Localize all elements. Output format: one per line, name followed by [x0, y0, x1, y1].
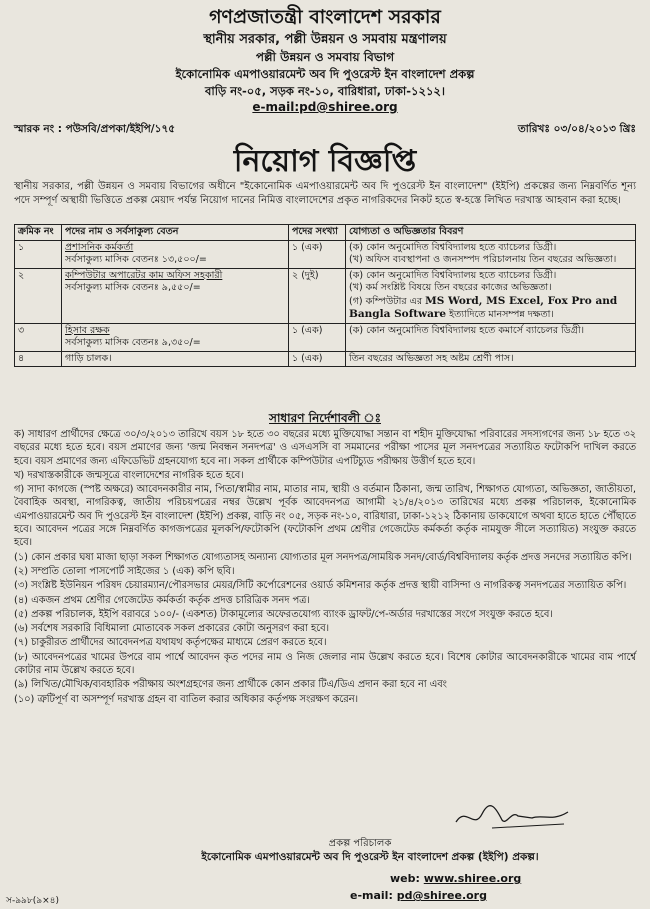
post-salary: সর্বসাকুল্য মাসিক বেতনঃ ১৩,৫০০/= — [65, 254, 207, 265]
page-title: নিয়োগ বিজ্ঞপ্তি — [233, 144, 417, 179]
post-salary: সর্বসাকুল্য মাসিক বেতনঃ ৯,৩৫০/= — [65, 337, 201, 348]
row-count: ১ (এক) — [289, 351, 346, 367]
row-post — [62, 268, 289, 323]
division-name: পল্লী উন্নয়ন ও সমবায় বিভাগ — [255, 50, 395, 64]
qualification-line: (খ) কর্ম সংশ্লিষ্ট বিষয়ে তিন বছরের কাজের অভিজ্ঞতা। — [349, 282, 552, 293]
print-code: স-৯৯৮(৯×৪) — [6, 896, 59, 906]
instruction-item: (৪) একজন প্রথম শ্রেণীর গেজেটেড কর্মকর্তা কর্তৃক প্রদত্ত চারিত্রিক সনদ পত্র। — [14, 594, 310, 606]
row-post — [62, 351, 289, 367]
instruction-item: (৩) সংশ্লিষ্ট ইউনিয়ন পরিষদ চেয়ারম্যান/পৌরসভার মেয়র/সিটি কর্পোরেশনের ওয়ার্ড কমিশনার কর্তৃক প্রদত্ত স্থায়ী বাসিন্দা ও নাগরিকত্ব সনদপত্রের সত্যায়িত কপি। — [14, 580, 627, 592]
qualification-suffix: ইত্যাদিতে মানসম্পন্ন দক্ষতা। — [449, 309, 554, 320]
instruction-item: (৭) চাকুরীরত প্রার্থীদের আবেদনপত্র যথাযথ কর্তৃপক্ষের মাধ্যমে প্রেরণ করতে হবে। — [14, 637, 327, 649]
instruction-item: (৯) লিখিত/মৌখিক/ব্যবহারিক পরীক্ষায় অংশগ্রহণের জন্য প্রার্থীকে কোন প্রকার টিএ/ডিএ প্রদান করা হবে না এবং — [14, 679, 447, 691]
row-count: ২ (দুই) — [289, 268, 346, 323]
qualification-line: (খ) অফিস ব্যবস্থাপনা ও জনসম্পদ পরিচালনায় তিন বছরের অভিজ্ঞতা। — [349, 254, 617, 265]
instruction-ka: ক) সাধারণ প্রার্থীদের ক্ষেত্রে ৩০/৩/২০১৩ তারিখে বয়স ১৮ হতে ৩০ বছরের মধ্যে মুক্তিযোদ্ধা সন্তান বা শহীদ মুক্তিযোদ্ধা পরিবারের সদস্যগণের জন্য ১৮ হতে ৩২ বছরের মধ্যে হতে হবে। বয়স প্রমাণের জন্য 'জন্ম নিবন্ধন সনদপত্র' ও এসএসসি বা সমমানের পরীক্ষা পাসের মূল সনদপত্রের সত্যায়িত ফটোকপি দাখিল করতে হবে। বয়স প্রমাণের জন্য এফিডেভিট গ্রহনযোগ্য হবে না। সকল প্রার্থীকে কম্পিউটার এপটিচ্যুড পরীক্ষায় উত্তীর্ণ হতে হবে। — [14, 429, 636, 467]
header-email: e-mail:pd@shiree.org — [252, 100, 398, 114]
instruction-item: (৫) প্রকল্প পরিচালক, ইইপি বরাবরে ১০০/- (একশত) টাকামূল্যের অফেরতযোগ্য ব্যাংক ড্রাফট/পে-অর্ডার দরখাস্তের সংগে সংযুক্ত করতে হবে। — [14, 608, 553, 620]
instruction-item: (৬) সর্বশেষ সরকারি বিধিমালা মোতাবেক সকল প্রকারের কোটা অনুসরণ করা হবে। — [14, 623, 330, 635]
instruction-item: (২) সম্প্রতি তোলা পাসপোর্ট সাইজের ১ (এক) কপি ছবি। — [14, 565, 235, 577]
ministry-name: স্থানীয় সরকার, পল্লী উন্নয়ন ও সমবায় মন্ত্রণালয় — [203, 32, 447, 47]
footer-web — [390, 872, 521, 885]
row-serial: ৩ — [15, 323, 62, 351]
header-count: পদের সংখ্যা — [289, 225, 346, 241]
project-address: বাড়ি নং-০৫, সড়ক নং-১০, বারিধারা, ঢাকা-১২১২। — [204, 84, 446, 98]
post-salary: সর্বসাকুল্য মাসিক বেতনঃ ৯,৫৫০/= — [65, 282, 201, 293]
row-qualification — [346, 268, 636, 323]
footer-email — [350, 889, 487, 902]
row-serial: ৪ — [15, 351, 62, 367]
instruction-item: (৮) আবেদনপত্রের খামের উপরে বাম পার্শ্বে আবেদন কৃত পদের নাম ও নিজ জেলার নাম উল্লেখ করতে হবে। বিশেষ কোটার আবেদনকারীকে খামের বাম পার্শ্বে কোটার নাম উল্লেখ করতে হবে। — [14, 651, 636, 677]
row-count: ১ (এক) — [289, 240, 346, 268]
table-row — [15, 351, 636, 367]
instruction-item: (১) কোন প্রকার ঘষা মাজা ছাড়া সকল শিক্ষাগত যোগ্যতাসহ অন্যান্য যোগ্যতার মূল সনদপত্র/সাময়িক সনদ/বোর্ড/বিশ্ববিদ্যালয় কর্তৃক প্রদত্ত সনদের সত্যায়িত কপি। — [14, 551, 632, 563]
row-qualification — [346, 323, 636, 351]
qualification-prefix: (গ) কম্পিউটার এর — [349, 295, 423, 307]
row-qualification — [346, 351, 636, 367]
row-qualification — [346, 240, 636, 268]
software-list: MS Word, MS Excel, Fox Pro and Bangla Software — [349, 294, 618, 320]
signatory-org: ইকোনোমিক এমপাওয়ারমেন্ট অব দি পুওরেস্ট ইন বাংলাদেশ প্রকল্প (ইইপি) প্রকল্প। — [201, 851, 539, 863]
qualification-line — [349, 295, 632, 322]
posts-table — [14, 224, 636, 367]
row-serial: ১ — [15, 240, 62, 268]
post-name: হিসাব রক্ষক — [65, 324, 110, 336]
table-row — [15, 240, 636, 268]
row-serial: ২ — [15, 268, 62, 323]
qualification-line: (ক) কোন অনুমোদিত বিশ্ববিদ্যালয় হতে ব্যাচেলর ডিগ্রী। — [349, 241, 557, 253]
post-name: কম্পিউটার অপারেটর কাম অফিস সহকারী — [65, 269, 223, 281]
instruction-kha: খ) দরখাস্তকারীকে জন্মসূত্রে বাংলাদেশের নাগরিক হতে হবে। — [14, 469, 244, 481]
memo-number: স্মারক নং : পউসবি/প্রপকা/ইইপি/১৭৫ — [14, 123, 176, 135]
header-serial: ক্রমিক নং — [15, 225, 62, 241]
issue-date: তারিখঃ ০৩/০৪/২০১৩ খ্রিঃ — [517, 123, 636, 135]
instruction-ga: গ) সাদা কাগজে (স্পষ্ট অক্ষরে) আবেদনকারীর নাম, পিতা/স্বামীর নাম, মাতার নাম, স্থায়ী ও বর্তমান ঠিকানা, জন্ম তারিখ, শিক্ষাগত যোগ্যতা, অভিজ্ঞতা, জাতীয়তা, বৈবাহিক অবস্থা, নাগরিকত্ব, জাতীয় পরিচয়পত্রের নম্বর উল্লেখ পূর্বক আবেদনপত্র আগামী ২১/৪/২০১৩ তারিখের মধ্যে প্রকল্প পরিচালক, ইকোনোমিক এমপাওয়ারমেন্ট অব দি পুওরেস্ট ইন বাংলাদেশ (ইইপি) প্রকল্প, বাড়ি নং ০৫, সড়ক নং-১০, বারিধারা, ঢাকা-১২১২ ঠিকানায় ডাকযোগে অথবা হাতে হাতে পৌঁছাতে হবে। আবেদন পত্রের সঙ্গে নিম্নবর্ণিত কাগজপত্রের মূলকপি/ফটোকপি (ফটোকপি প্রথম শ্রেণীর গেজেটেড কর্মকর্তা কর্তৃক নামযুক্ত সীলে সত্যায়িত) সংযুক্ত করতে হবে। — [14, 484, 636, 549]
email-link[interactable]: pd@shiree.org — [396, 889, 487, 902]
row-count: ১ (এক) — [289, 323, 346, 351]
handwritten-signature — [452, 800, 572, 834]
qualification-line: (ক) কোন অনুমোদিত বিশ্ববিদ্যালয় হতে ব্যাচেলর ডিগ্রী। — [349, 269, 557, 281]
post-name: গাড়ি চালক। — [65, 352, 112, 364]
header-post: পদের নাম ও সর্বসাকুল্য বেতন — [62, 225, 289, 241]
post-name: প্রশাসনিক কর্মকর্তা — [65, 241, 134, 253]
government-name: গণপ্রজাতন্ত্রী বাংলাদেশ সরকার — [209, 6, 441, 28]
instructions-body — [14, 428, 636, 707]
project-name: ইকোনোমিক এমপাওয়ারমেন্ট অব দি পুওরেস্ট ইন বাংলাদেশ প্রকল্প — [175, 67, 475, 81]
instruction-item: (১০) ত্রুটিপূর্ণ বা অসম্পূর্ণ দরখাস্ত গ্রহন বা বাতিল করার অধিকার কর্তৃপক্ষ সংরক্ষণ করেন। — [14, 693, 359, 705]
qualification-line: (ক) কোন অনুমোদিত বিশ্ববিদ্যালয় হতে কমার্সে ব্যাচেলর ডিগ্রী। — [349, 324, 585, 336]
table-header-row — [15, 225, 636, 241]
table-row — [15, 268, 636, 323]
email-label: e-mail: — [350, 889, 393, 902]
website-link[interactable]: www.shiree.org — [423, 872, 522, 885]
signatory-role: প্রকল্প পরিচালক — [328, 838, 392, 849]
row-post — [62, 323, 289, 351]
table-row — [15, 323, 636, 351]
web-label: web: — [390, 872, 420, 885]
row-post — [62, 240, 289, 268]
intro-paragraph: স্থানীয় সরকার, পল্লী উন্নয়ন ও সমবায় বিভাগের অধীনে "ইকোনোমিক এমপাওয়ারমেন্ট অব দি পুওরেস্ট ইন বাংলাদেশ" (ইইপি) প্রকল্পের জন্য নিম্নবর্ণিত শূন্য পদে সম্পূর্ণ অস্থায়ী ভিত্তিতে প্রকল্প মেয়াদ পর্যন্ত নিয়োগ দানের নিমিত্ত বাংলাদেশের প্রকৃত নাগরিকদের নিকট হতে স্ব-হস্তে লিখিত দরখাস্ত আহবান করা হচ্ছে। — [14, 181, 636, 206]
header-qualification: যোগ্যতা ও অভিজ্ঞতার বিবরণ — [346, 225, 636, 241]
qualification-line: তিন বছরের অভিজ্ঞতা সহ অষ্টম শ্রেণী পাস। — [349, 352, 514, 364]
instructions-title: সাধারণ নির্দেশাবলী ঃ — [269, 411, 381, 425]
